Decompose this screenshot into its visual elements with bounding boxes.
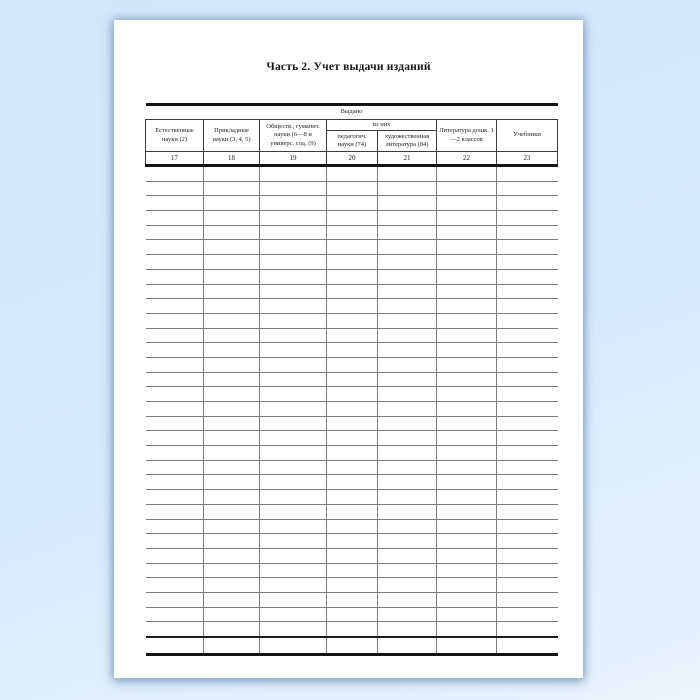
table-row (146, 269, 558, 284)
table-row (146, 299, 558, 314)
empty-cell (497, 475, 558, 490)
empty-cell (260, 372, 327, 387)
empty-cell (204, 225, 260, 240)
empty-cell (378, 446, 437, 461)
empty-cell (327, 446, 378, 461)
table-row (146, 313, 558, 328)
table-row (146, 196, 558, 211)
empty-cell (497, 460, 558, 475)
empty-cell (204, 372, 260, 387)
empty-cell (260, 607, 327, 622)
empty-cell (146, 460, 204, 475)
col-number: 17 (146, 152, 204, 166)
empty-cell (327, 504, 378, 519)
empty-cell (204, 181, 260, 196)
empty-cell (146, 431, 204, 446)
empty-cell (327, 607, 378, 622)
empty-cell (378, 211, 437, 226)
empty-cell (327, 284, 378, 299)
empty-cell (146, 578, 204, 593)
empty-cell (146, 284, 204, 299)
empty-cell (204, 578, 260, 593)
empty-cell (497, 490, 558, 505)
empty-cell (146, 504, 204, 519)
empty-cell (260, 475, 327, 490)
empty-cell (204, 490, 260, 505)
total-row (146, 637, 558, 655)
empty-cell (146, 592, 204, 607)
empty-cell (327, 637, 378, 655)
empty-cell (260, 519, 327, 534)
empty-cell (146, 166, 204, 182)
empty-cell (204, 166, 260, 182)
empty-cell (260, 357, 327, 372)
col-header-fiction-literature: художественная литература (84) (378, 131, 437, 152)
empty-cell (146, 299, 204, 314)
empty-cell (260, 343, 327, 358)
empty-cell (497, 402, 558, 417)
empty-cell (327, 519, 378, 534)
empty-cell (378, 372, 437, 387)
empty-cell (378, 343, 437, 358)
empty-cell (497, 416, 558, 431)
empty-cell (378, 563, 437, 578)
empty-cell (260, 416, 327, 431)
empty-cell (437, 313, 497, 328)
empty-cell (327, 416, 378, 431)
empty-cell (378, 255, 437, 270)
col-number: 20 (327, 152, 378, 166)
empty-cell (378, 416, 437, 431)
empty-cell (497, 372, 558, 387)
empty-cell (378, 284, 437, 299)
empty-cell (327, 299, 378, 314)
empty-cell (327, 460, 378, 475)
empty-cell (327, 534, 378, 549)
empty-cell (437, 607, 497, 622)
empty-cell (146, 416, 204, 431)
empty-cell (497, 504, 558, 519)
empty-cell (437, 622, 497, 637)
empty-cell (378, 504, 437, 519)
empty-cell (204, 504, 260, 519)
empty-cell (378, 181, 437, 196)
empty-cell (260, 534, 327, 549)
empty-cell (327, 622, 378, 637)
empty-cell (260, 563, 327, 578)
empty-cell (378, 328, 437, 343)
empty-cell (497, 592, 558, 607)
empty-cell (497, 269, 558, 284)
empty-cell (327, 402, 378, 417)
empty-cell (327, 563, 378, 578)
header-row-1 (146, 120, 558, 131)
empty-cell (260, 446, 327, 461)
empty-cell (437, 548, 497, 563)
empty-cell (260, 181, 327, 196)
empty-cell (260, 313, 327, 328)
empty-cell (378, 431, 437, 446)
table-row (146, 181, 558, 196)
empty-cell (260, 578, 327, 593)
empty-cell (260, 328, 327, 343)
empty-cell (327, 372, 378, 387)
empty-cell (260, 255, 327, 270)
empty-cell (497, 284, 558, 299)
empty-cell (146, 490, 204, 505)
empty-cell (378, 402, 437, 417)
empty-cell (497, 299, 558, 314)
empty-cell (146, 328, 204, 343)
empty-cell (327, 578, 378, 593)
empty-cell (260, 225, 327, 240)
table-header (146, 105, 558, 166)
empty-cell (327, 240, 378, 255)
empty-cell (204, 475, 260, 490)
empty-cell (437, 416, 497, 431)
empty-cell (146, 387, 204, 402)
empty-cell (437, 299, 497, 314)
table-row (146, 460, 558, 475)
empty-cell (146, 637, 204, 655)
empty-cell (437, 269, 497, 284)
empty-cell (260, 196, 327, 211)
empty-cell (204, 299, 260, 314)
table-row (146, 240, 558, 255)
table-row (146, 284, 558, 299)
empty-cell (204, 622, 260, 637)
empty-cell (260, 460, 327, 475)
empty-cell (437, 284, 497, 299)
empty-cell (146, 519, 204, 534)
spanner-row (146, 105, 558, 120)
table-row (146, 328, 558, 343)
empty-cell (146, 181, 204, 196)
empty-cell (204, 607, 260, 622)
empty-cell (260, 637, 327, 655)
empty-cell (497, 387, 558, 402)
empty-cell (378, 269, 437, 284)
empty-cell (204, 196, 260, 211)
empty-cell (327, 490, 378, 505)
empty-cell (378, 548, 437, 563)
empty-cell (327, 592, 378, 607)
empty-cell (437, 431, 497, 446)
empty-cell (437, 255, 497, 270)
empty-cell (437, 519, 497, 534)
empty-cell (204, 563, 260, 578)
empty-cell (437, 534, 497, 549)
empty-cell (260, 166, 327, 182)
empty-cell (327, 313, 378, 328)
empty-cell (146, 240, 204, 255)
empty-cell (327, 255, 378, 270)
table-body (146, 166, 558, 655)
empty-cell (327, 357, 378, 372)
empty-cell (497, 446, 558, 461)
empty-cell (260, 592, 327, 607)
empty-cell (497, 255, 558, 270)
empty-cell (146, 372, 204, 387)
empty-cell (260, 622, 327, 637)
empty-cell (378, 240, 437, 255)
empty-cell (260, 490, 327, 505)
empty-cell (378, 357, 437, 372)
page-title: Часть 2. Учет выдачи изданий (266, 61, 431, 73)
empty-cell (497, 578, 558, 593)
table-row (146, 446, 558, 461)
empty-cell (327, 431, 378, 446)
empty-cell (146, 211, 204, 226)
empty-cell (378, 166, 437, 182)
empty-cell (378, 225, 437, 240)
table-row (146, 622, 558, 637)
col-header-natural-sciences: Естественные науки (2) (146, 120, 204, 152)
empty-cell (146, 255, 204, 270)
empty-cell (437, 402, 497, 417)
empty-cell (497, 328, 558, 343)
empty-cell (497, 637, 558, 655)
empty-cell (437, 240, 497, 255)
empty-cell (378, 578, 437, 593)
empty-cell (146, 446, 204, 461)
empty-cell (146, 196, 204, 211)
col-number: 19 (260, 152, 327, 166)
empty-cell (378, 607, 437, 622)
empty-cell (437, 460, 497, 475)
table-row (146, 343, 558, 358)
empty-cell (378, 534, 437, 549)
empty-cell (497, 357, 558, 372)
empty-cell (327, 328, 378, 343)
col-header-applied-sciences: Прикладные науки (3, 4, 5) (204, 120, 260, 152)
empty-cell (497, 343, 558, 358)
empty-cell (260, 284, 327, 299)
empty-cell (378, 490, 437, 505)
empty-cell (260, 240, 327, 255)
empty-cell (204, 343, 260, 358)
empty-cell (146, 357, 204, 372)
empty-cell (260, 402, 327, 417)
empty-cell (146, 563, 204, 578)
table-row (146, 548, 558, 563)
empty-cell (327, 166, 378, 182)
empty-cell (260, 387, 327, 402)
empty-cell (146, 607, 204, 622)
empty-cell (378, 622, 437, 637)
empty-cell (378, 460, 437, 475)
empty-cell (327, 475, 378, 490)
empty-cell (497, 181, 558, 196)
empty-cell (437, 328, 497, 343)
empty-cell (204, 431, 260, 446)
spanner-label: Выдано (146, 105, 558, 120)
empty-cell (327, 343, 378, 358)
empty-cell (204, 387, 260, 402)
empty-cell (437, 446, 497, 461)
empty-cell (204, 328, 260, 343)
col-number: 18 (204, 152, 260, 166)
issuance-table (145, 103, 558, 656)
empty-cell (378, 313, 437, 328)
empty-cell (378, 475, 437, 490)
empty-cell (497, 548, 558, 563)
empty-cell (437, 357, 497, 372)
empty-cell (437, 211, 497, 226)
empty-cell (378, 299, 437, 314)
empty-cell (437, 372, 497, 387)
col-header-pedagogical-sciences: педагогич. науки (74) (327, 131, 378, 152)
empty-cell (260, 431, 327, 446)
table-row (146, 578, 558, 593)
empty-cell (204, 637, 260, 655)
table-row (146, 490, 558, 505)
empty-cell (497, 240, 558, 255)
empty-cell (146, 225, 204, 240)
empty-cell (204, 313, 260, 328)
empty-cell (497, 519, 558, 534)
empty-cell (437, 490, 497, 505)
empty-cell (204, 284, 260, 299)
empty-cell (497, 534, 558, 549)
empty-cell (437, 637, 497, 655)
table-row (146, 166, 558, 182)
empty-cell (204, 240, 260, 255)
empty-cell (146, 475, 204, 490)
empty-cell (204, 446, 260, 461)
empty-cell (437, 181, 497, 196)
empty-cell (146, 534, 204, 549)
col-header-social-humanities: Обществ., гуманит. науки (6—8 и универс. сод. (9) (260, 120, 327, 152)
empty-cell (497, 622, 558, 637)
table-row (146, 519, 558, 534)
table-row (146, 211, 558, 226)
empty-cell (327, 196, 378, 211)
empty-cell (378, 592, 437, 607)
empty-cell (437, 563, 497, 578)
empty-cell (378, 196, 437, 211)
table-row (146, 372, 558, 387)
empty-cell (204, 519, 260, 534)
empty-cell (327, 269, 378, 284)
table-row (146, 402, 558, 417)
empty-cell (497, 313, 558, 328)
empty-cell (497, 563, 558, 578)
table-row (146, 255, 558, 270)
empty-cell (146, 313, 204, 328)
table-row (146, 607, 558, 622)
empty-cell (437, 343, 497, 358)
empty-cell (437, 196, 497, 211)
empty-cell (146, 622, 204, 637)
empty-cell (260, 211, 327, 226)
empty-cell (204, 255, 260, 270)
empty-cell (146, 402, 204, 417)
empty-cell (437, 592, 497, 607)
empty-cell (204, 548, 260, 563)
table-row (146, 475, 558, 490)
empty-cell (437, 387, 497, 402)
table-row (146, 563, 558, 578)
table-row (146, 387, 558, 402)
empty-cell (378, 519, 437, 534)
empty-cell (437, 475, 497, 490)
empty-cell (437, 225, 497, 240)
table-row (146, 357, 558, 372)
empty-cell (327, 387, 378, 402)
empty-cell (204, 534, 260, 549)
empty-cell (260, 504, 327, 519)
table-row (146, 416, 558, 431)
empty-cell (327, 548, 378, 563)
empty-cell (204, 211, 260, 226)
empty-cell (437, 504, 497, 519)
empty-cell (327, 211, 378, 226)
empty-cell (327, 181, 378, 196)
empty-cell (260, 299, 327, 314)
empty-cell (204, 402, 260, 417)
col-header-subgroup-of-them: из них (327, 120, 437, 131)
col-number: 23 (497, 152, 558, 166)
empty-cell (497, 225, 558, 240)
empty-cell (437, 578, 497, 593)
table-row (146, 431, 558, 446)
empty-cell (497, 211, 558, 226)
empty-cell (204, 416, 260, 431)
empty-cell (260, 269, 327, 284)
empty-cell (204, 460, 260, 475)
document-page (114, 20, 583, 678)
empty-cell (497, 431, 558, 446)
empty-cell (378, 387, 437, 402)
empty-cell (497, 166, 558, 182)
table-row (146, 592, 558, 607)
table-row (146, 225, 558, 240)
empty-cell (497, 196, 558, 211)
empty-cell (146, 548, 204, 563)
empty-cell (204, 592, 260, 607)
empty-cell (146, 343, 204, 358)
empty-cell (327, 225, 378, 240)
column-numbers-row (146, 152, 558, 166)
empty-cell (204, 357, 260, 372)
table-row (146, 534, 558, 549)
empty-cell (437, 166, 497, 182)
col-header-preschool-literature: Литература дошк. 1—2 классов (437, 120, 497, 152)
empty-cell (497, 607, 558, 622)
col-number: 22 (437, 152, 497, 166)
empty-cell (260, 548, 327, 563)
col-header-textbooks: Учебники (497, 120, 558, 152)
empty-cell (204, 269, 260, 284)
empty-cell (146, 269, 204, 284)
empty-cell (378, 637, 437, 655)
table-row (146, 504, 558, 519)
col-number: 21 (378, 152, 437, 166)
